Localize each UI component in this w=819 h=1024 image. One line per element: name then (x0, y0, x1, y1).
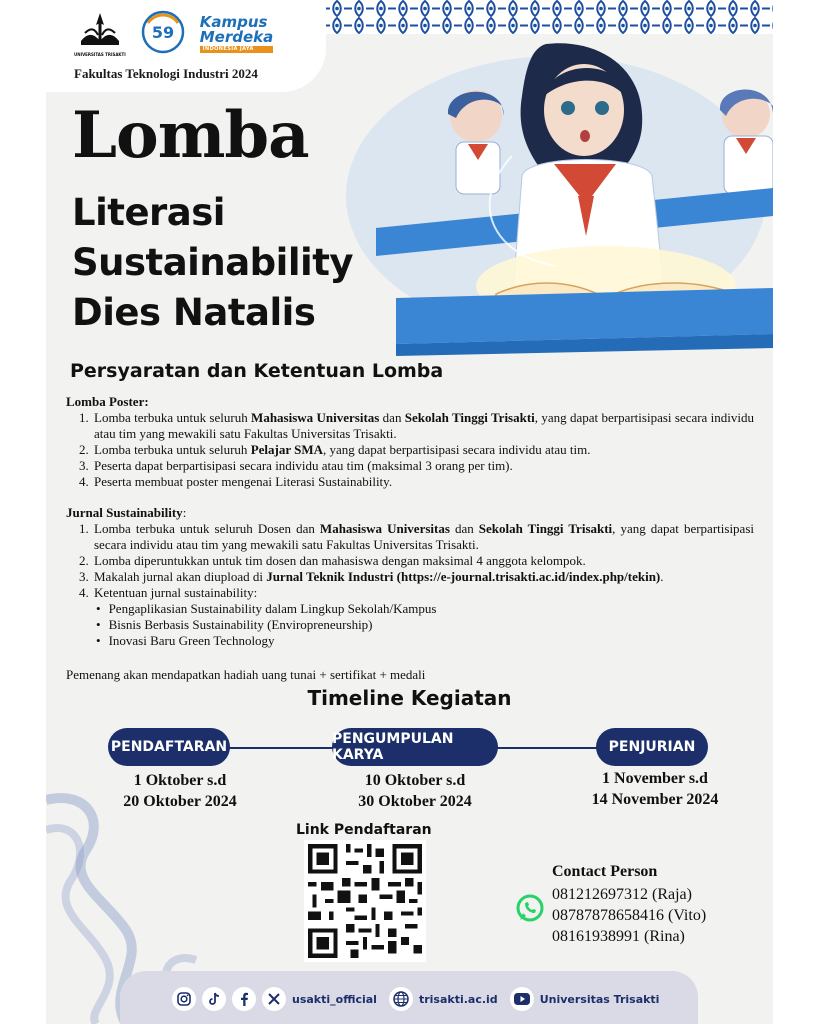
social-handle[interactable]: usakti_official (292, 992, 377, 1006)
jurnal-topic-2: • Bisnis Berbasis Sustainability (Enviropreneurship) (110, 617, 754, 633)
title-main: Lomba (72, 98, 309, 173)
anniversary-59-icon (140, 9, 186, 55)
anniversary-number: 59 (151, 22, 174, 42)
website-link[interactable]: trisakti.ac.id (418, 992, 498, 1006)
x-twitter-icon[interactable] (262, 987, 286, 1011)
timeline-stage-pendaftaran: PENDAFTARAN (108, 728, 230, 766)
usakti-emblem-icon (77, 11, 123, 51)
footer-social-row (172, 987, 671, 1011)
jurnal-topic-3: • Inovasi Baru Green Technology (110, 633, 754, 649)
faculty-label: Fakultas Teknologi Industri 2024 (74, 66, 258, 81)
contact-raja[interactable]: 081212697312 (Raja) (552, 886, 692, 903)
km-line1: Kampus (199, 13, 268, 31)
requirements-heading: Persyaratan dan Ketentuan Lomba (70, 360, 444, 382)
header-panel (46, 0, 326, 92)
km-line2: Merdeka (199, 28, 274, 46)
jurnal-rules (66, 505, 754, 649)
anniversary-logo (140, 9, 186, 60)
facebook-icon[interactable] (232, 987, 256, 1011)
poster-heading: Lomba Poster: (66, 394, 149, 409)
poster-rule-3: 3. Peserta dapat berpartisipasi secara individu atau tim (maksimal 3 orang per tim). (92, 458, 754, 474)
kampus-merdeka-logo (200, 15, 274, 53)
youtube-icon[interactable] (510, 987, 534, 1011)
students-reading-illustration (316, 36, 773, 356)
timeline-stage-pengumpulan: PENGUMPULAN KARYA (332, 728, 498, 766)
contact-list (552, 884, 706, 947)
jurnal-rule-4: 4. Ketentuan jurnal sustainability: (92, 585, 754, 601)
timeline-title: Timeline Kegiatan (307, 686, 512, 710)
timeline-date-3: 1 November s.d 14 November 2024 (591, 770, 719, 808)
jurnal-rule-1: 1. Lomba terbuka untuk seluruh Dosen dan Mahasiswa Universitas dan Sekolah Tinggi Trisakti, yang dapat berpartisipasi secara individu atau tim yang mewakili satu Fakultas Universitas Trisakti. (92, 521, 754, 553)
logo-row (74, 8, 273, 60)
batik-pattern-decoration (326, 0, 773, 34)
timeline-stage-penjurian: PENJURIAN (596, 728, 708, 766)
whatsapp-icon (515, 893, 545, 923)
poster (46, 0, 773, 1024)
globe-icon (389, 987, 413, 1011)
poster-rule-2: 2. Lomba terbuka untuk seluruh Pelajar SMA, yang dapat berpartisipasi secara individu atau tim. (92, 442, 754, 458)
timeline-date-1: 1 Oktober s.d 20 Oktober 2024 (123, 772, 237, 810)
jurnal-heading-row: Jurnal Sustainability: (66, 505, 187, 520)
jurnal-heading: Jurnal Sustainability (66, 505, 183, 520)
prize-note: Pemenang akan mendapatkan hadiah uang tunai + sertifikat + medali (66, 667, 426, 682)
jurnal-topic-list (110, 601, 754, 649)
usakti-logo (74, 11, 126, 57)
contact-heading: Contact Person (552, 863, 658, 880)
jurnal-rule-2: 2. Lomba diperuntukkan untuk tim dosen dan mahasiswa dengan maksimal 4 anggota kelompok. (92, 553, 754, 569)
jurnal-rule-list (92, 521, 754, 601)
poster-rules (66, 394, 754, 490)
jurnal-topic-1: • Pengaplikasian Sustainability dalam Lingkup Sekolah/Kampus (110, 601, 754, 617)
contact-vito[interactable]: 08787878658416 (Vito) (552, 907, 707, 924)
footer-bar (120, 971, 698, 1024)
tiktok-icon[interactable] (202, 987, 226, 1011)
poster-rule-list (92, 410, 754, 490)
youtube-channel[interactable]: Universitas Trisakti (539, 992, 660, 1006)
title-line-sustainability: Sustainability (72, 241, 353, 284)
timeline-date-2: 10 Oktober s.d 30 Oktober 2024 (358, 772, 472, 810)
title-line-dies-natalis: Dies Natalis (72, 291, 316, 334)
registration-qr-code[interactable] (304, 840, 426, 962)
contact-rina[interactable]: 08161938991 (Rina) (552, 928, 685, 945)
registration-link-label: Link Pendaftaran (296, 822, 432, 838)
usakti-logo-label: UNIVERSITAS TRISAKTI (74, 52, 126, 57)
poster-rule-4: 4. Peserta membuat poster mengenai Literasi Sustainability. (92, 474, 754, 490)
km-sub: INDONESIA JAYA (200, 46, 274, 53)
jurnal-rule-3: 3. Makalah jurnal akan diupload di Jurnal Teknik Industri (https://e-journal.trisakti.ac.id/index.php/tekin). (92, 569, 754, 585)
title-line-literasi: Literasi (72, 191, 225, 234)
poster-rule-1: 1. Lomba terbuka untuk seluruh Mahasiswa Universitas dan Sekolah Tinggi Trisakti, yang dapat berpartisipasi secara individu atau tim yang mewakili satu Fakultas Universitas Trisakti. (92, 410, 754, 442)
instagram-icon[interactable] (172, 987, 196, 1011)
